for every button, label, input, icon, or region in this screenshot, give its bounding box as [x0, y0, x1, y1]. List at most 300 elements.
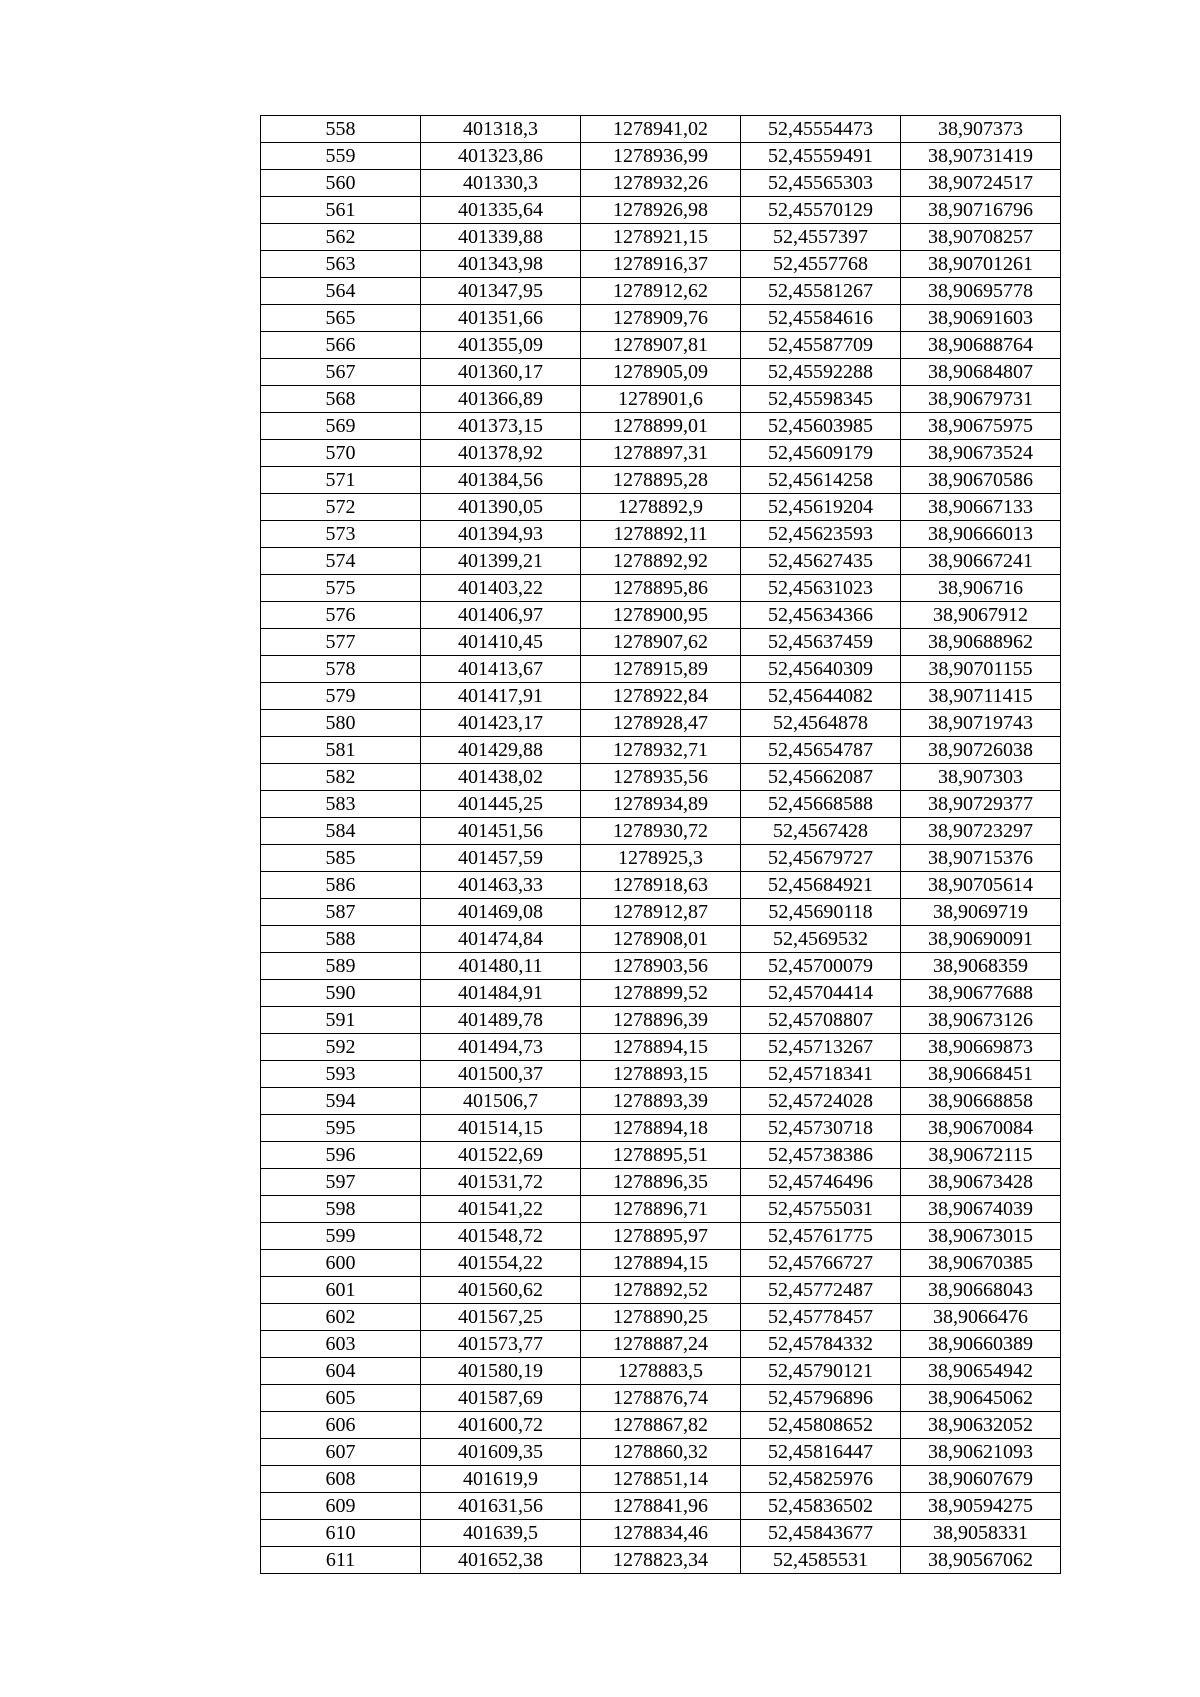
- x-coordinate-cell: 401394,93: [421, 521, 581, 548]
- table-row: [261, 710, 1061, 737]
- point-number-cell: 595: [261, 1115, 421, 1142]
- latitude-cell: 52,45808652: [741, 1412, 901, 1439]
- latitude-cell: 52,45627435: [741, 548, 901, 575]
- y-coordinate-cell: 1278834,46: [581, 1520, 741, 1547]
- latitude-cell: 52,45634366: [741, 602, 901, 629]
- x-coordinate-cell: 401506,7: [421, 1088, 581, 1115]
- point-number-cell: 578: [261, 656, 421, 683]
- latitude-cell: 52,45766727: [741, 1250, 901, 1277]
- x-coordinate-cell: 401560,62: [421, 1277, 581, 1304]
- longitude-cell: 38,90679731: [901, 386, 1061, 413]
- point-number-cell: 588: [261, 926, 421, 953]
- longitude-cell: 38,90701261: [901, 251, 1061, 278]
- table-row: [261, 1277, 1061, 1304]
- table-row: [261, 170, 1061, 197]
- x-coordinate-cell: 401413,67: [421, 656, 581, 683]
- table-row: [261, 980, 1061, 1007]
- table-row: [261, 602, 1061, 629]
- longitude-cell: 38,90719743: [901, 710, 1061, 737]
- y-coordinate-cell: 1278907,81: [581, 332, 741, 359]
- table-row: [261, 764, 1061, 791]
- latitude-cell: 52,45796896: [741, 1385, 901, 1412]
- latitude-cell: 52,45623593: [741, 521, 901, 548]
- longitude-cell: 38,90675975: [901, 413, 1061, 440]
- y-coordinate-cell: 1278892,9: [581, 494, 741, 521]
- table-row: [261, 332, 1061, 359]
- latitude-cell: 52,45668588: [741, 791, 901, 818]
- x-coordinate-cell: 401580,19: [421, 1358, 581, 1385]
- point-number-cell: 572: [261, 494, 421, 521]
- y-coordinate-cell: 1278894,18: [581, 1115, 741, 1142]
- y-coordinate-cell: 1278896,71: [581, 1196, 741, 1223]
- longitude-cell: 38,9068359: [901, 953, 1061, 980]
- x-coordinate-cell: 401619,9: [421, 1466, 581, 1493]
- table-row: [261, 1223, 1061, 1250]
- longitude-cell: 38,90673428: [901, 1169, 1061, 1196]
- x-coordinate-cell: 401573,77: [421, 1331, 581, 1358]
- y-coordinate-cell: 1278876,74: [581, 1385, 741, 1412]
- x-coordinate-cell: 401567,25: [421, 1304, 581, 1331]
- longitude-cell: 38,90729377: [901, 791, 1061, 818]
- x-coordinate-cell: 401351,66: [421, 305, 581, 332]
- x-coordinate-cell: 401330,3: [421, 170, 581, 197]
- table-row: [261, 197, 1061, 224]
- point-number-cell: 598: [261, 1196, 421, 1223]
- longitude-cell: 38,90726038: [901, 737, 1061, 764]
- x-coordinate-cell: 401390,05: [421, 494, 581, 521]
- latitude-cell: 52,45708807: [741, 1007, 901, 1034]
- latitude-cell: 52,45609179: [741, 440, 901, 467]
- x-coordinate-cell: 401457,59: [421, 845, 581, 872]
- latitude-cell: 52,45598345: [741, 386, 901, 413]
- point-number-cell: 560: [261, 170, 421, 197]
- y-coordinate-cell: 1278841,96: [581, 1493, 741, 1520]
- longitude-cell: 38,9069719: [901, 899, 1061, 926]
- latitude-cell: 52,4585531: [741, 1547, 901, 1574]
- table-row: [261, 1385, 1061, 1412]
- longitude-cell: 38,90690091: [901, 926, 1061, 953]
- point-number-cell: 589: [261, 953, 421, 980]
- longitude-cell: 38,90670385: [901, 1250, 1061, 1277]
- y-coordinate-cell: 1278912,87: [581, 899, 741, 926]
- table-row: [261, 359, 1061, 386]
- latitude-cell: 52,45584616: [741, 305, 901, 332]
- point-number-cell: 593: [261, 1061, 421, 1088]
- point-number-cell: 583: [261, 791, 421, 818]
- point-number-cell: 610: [261, 1520, 421, 1547]
- x-coordinate-cell: 401522,69: [421, 1142, 581, 1169]
- latitude-cell: 52,45603985: [741, 413, 901, 440]
- longitude-cell: 38,90673015: [901, 1223, 1061, 1250]
- longitude-cell: 38,90708257: [901, 224, 1061, 251]
- point-number-cell: 581: [261, 737, 421, 764]
- x-coordinate-cell: 401484,91: [421, 980, 581, 1007]
- x-coordinate-cell: 401541,22: [421, 1196, 581, 1223]
- x-coordinate-cell: 401554,22: [421, 1250, 581, 1277]
- x-coordinate-cell: 401445,25: [421, 791, 581, 818]
- table-row: [261, 1331, 1061, 1358]
- point-number-cell: 582: [261, 764, 421, 791]
- longitude-cell: 38,90668043: [901, 1277, 1061, 1304]
- point-number-cell: 606: [261, 1412, 421, 1439]
- latitude-cell: 52,45778457: [741, 1304, 901, 1331]
- y-coordinate-cell: 1278901,6: [581, 386, 741, 413]
- longitude-cell: 38,906716: [901, 575, 1061, 602]
- point-number-cell: 596: [261, 1142, 421, 1169]
- y-coordinate-cell: 1278934,89: [581, 791, 741, 818]
- table-row: [261, 467, 1061, 494]
- point-number-cell: 579: [261, 683, 421, 710]
- x-coordinate-cell: 401474,84: [421, 926, 581, 953]
- latitude-cell: 52,45700079: [741, 953, 901, 980]
- longitude-cell: 38,90621093: [901, 1439, 1061, 1466]
- latitude-cell: 52,45724028: [741, 1088, 901, 1115]
- table-row: [261, 143, 1061, 170]
- point-number-cell: 569: [261, 413, 421, 440]
- y-coordinate-cell: 1278932,26: [581, 170, 741, 197]
- coordinates-table: [260, 115, 1061, 1574]
- latitude-cell: 52,45559491: [741, 143, 901, 170]
- latitude-cell: 52,45662087: [741, 764, 901, 791]
- point-number-cell: 586: [261, 872, 421, 899]
- point-number-cell: 558: [261, 116, 421, 143]
- table-row: [261, 1115, 1061, 1142]
- x-coordinate-cell: 401399,21: [421, 548, 581, 575]
- table-row: [261, 1169, 1061, 1196]
- y-coordinate-cell: 1278883,5: [581, 1358, 741, 1385]
- latitude-cell: 52,45619204: [741, 494, 901, 521]
- table-row: [261, 494, 1061, 521]
- latitude-cell: 52,45755031: [741, 1196, 901, 1223]
- y-coordinate-cell: 1278909,76: [581, 305, 741, 332]
- point-number-cell: 601: [261, 1277, 421, 1304]
- y-coordinate-cell: 1278887,24: [581, 1331, 741, 1358]
- longitude-cell: 38,90677688: [901, 980, 1061, 1007]
- x-coordinate-cell: 401451,56: [421, 818, 581, 845]
- latitude-cell: 52,45713267: [741, 1034, 901, 1061]
- point-number-cell: 571: [261, 467, 421, 494]
- x-coordinate-cell: 401531,72: [421, 1169, 581, 1196]
- y-coordinate-cell: 1278932,71: [581, 737, 741, 764]
- x-coordinate-cell: 401318,3: [421, 116, 581, 143]
- y-coordinate-cell: 1278896,35: [581, 1169, 741, 1196]
- latitude-cell: 52,45679727: [741, 845, 901, 872]
- x-coordinate-cell: 401355,09: [421, 332, 581, 359]
- coordinates-table-body: [261, 116, 1061, 1574]
- table-row: [261, 737, 1061, 764]
- longitude-cell: 38,90701155: [901, 656, 1061, 683]
- x-coordinate-cell: 401631,56: [421, 1493, 581, 1520]
- latitude-cell: 52,45836502: [741, 1493, 901, 1520]
- longitude-cell: 38,90673126: [901, 1007, 1061, 1034]
- x-coordinate-cell: 401373,15: [421, 413, 581, 440]
- table-row: [261, 1358, 1061, 1385]
- table-row: [261, 656, 1061, 683]
- point-number-cell: 607: [261, 1439, 421, 1466]
- longitude-cell: 38,90684807: [901, 359, 1061, 386]
- point-number-cell: 605: [261, 1385, 421, 1412]
- longitude-cell: 38,90660389: [901, 1331, 1061, 1358]
- y-coordinate-cell: 1278907,62: [581, 629, 741, 656]
- table-row: [261, 1412, 1061, 1439]
- table-row: [261, 386, 1061, 413]
- latitude-cell: 52,4564878: [741, 710, 901, 737]
- y-coordinate-cell: 1278893,39: [581, 1088, 741, 1115]
- table-row: [261, 1520, 1061, 1547]
- point-number-cell: 587: [261, 899, 421, 926]
- x-coordinate-cell: 401417,91: [421, 683, 581, 710]
- x-coordinate-cell: 401600,72: [421, 1412, 581, 1439]
- latitude-cell: 52,4567428: [741, 818, 901, 845]
- x-coordinate-cell: 401494,73: [421, 1034, 581, 1061]
- table-row: [261, 926, 1061, 953]
- point-number-cell: 609: [261, 1493, 421, 1520]
- x-coordinate-cell: 401410,45: [421, 629, 581, 656]
- latitude-cell: 52,45684921: [741, 872, 901, 899]
- point-number-cell: 564: [261, 278, 421, 305]
- x-coordinate-cell: 401609,35: [421, 1439, 581, 1466]
- longitude-cell: 38,90607679: [901, 1466, 1061, 1493]
- x-coordinate-cell: 401366,89: [421, 386, 581, 413]
- y-coordinate-cell: 1278895,28: [581, 467, 741, 494]
- point-number-cell: 585: [261, 845, 421, 872]
- y-coordinate-cell: 1278925,3: [581, 845, 741, 872]
- x-coordinate-cell: 401378,92: [421, 440, 581, 467]
- longitude-cell: 38,90667241: [901, 548, 1061, 575]
- longitude-cell: 38,90688962: [901, 629, 1061, 656]
- table-row: [261, 818, 1061, 845]
- point-number-cell: 565: [261, 305, 421, 332]
- latitude-cell: 52,45565303: [741, 170, 901, 197]
- longitude-cell: 38,90670586: [901, 467, 1061, 494]
- longitude-cell: 38,90645062: [901, 1385, 1061, 1412]
- point-number-cell: 584: [261, 818, 421, 845]
- point-number-cell: 597: [261, 1169, 421, 1196]
- point-number-cell: 594: [261, 1088, 421, 1115]
- longitude-cell: 38,90695778: [901, 278, 1061, 305]
- longitude-cell: 38,907303: [901, 764, 1061, 791]
- longitude-cell: 38,90668858: [901, 1088, 1061, 1115]
- point-number-cell: 568: [261, 386, 421, 413]
- x-coordinate-cell: 401438,02: [421, 764, 581, 791]
- point-number-cell: 574: [261, 548, 421, 575]
- longitude-cell: 38,9066476: [901, 1304, 1061, 1331]
- point-number-cell: 563: [261, 251, 421, 278]
- point-number-cell: 576: [261, 602, 421, 629]
- y-coordinate-cell: 1278915,89: [581, 656, 741, 683]
- point-number-cell: 566: [261, 332, 421, 359]
- x-coordinate-cell: 401500,37: [421, 1061, 581, 1088]
- point-number-cell: 611: [261, 1547, 421, 1574]
- y-coordinate-cell: 1278851,14: [581, 1466, 741, 1493]
- latitude-cell: 52,45614258: [741, 467, 901, 494]
- y-coordinate-cell: 1278899,52: [581, 980, 741, 1007]
- y-coordinate-cell: 1278936,99: [581, 143, 741, 170]
- table-row: [261, 629, 1061, 656]
- latitude-cell: 52,45790121: [741, 1358, 901, 1385]
- table-row: [261, 1304, 1061, 1331]
- x-coordinate-cell: 401360,17: [421, 359, 581, 386]
- x-coordinate-cell: 401463,33: [421, 872, 581, 899]
- table-row: [261, 1493, 1061, 1520]
- point-number-cell: 602: [261, 1304, 421, 1331]
- y-coordinate-cell: 1278895,97: [581, 1223, 741, 1250]
- table-row: [261, 1250, 1061, 1277]
- y-coordinate-cell: 1278823,34: [581, 1547, 741, 1574]
- y-coordinate-cell: 1278900,95: [581, 602, 741, 629]
- latitude-cell: 52,45738386: [741, 1142, 901, 1169]
- x-coordinate-cell: 401403,22: [421, 575, 581, 602]
- table-row: [261, 1034, 1061, 1061]
- longitude-cell: 38,90674039: [901, 1196, 1061, 1223]
- latitude-cell: 52,45816447: [741, 1439, 901, 1466]
- latitude-cell: 52,45592288: [741, 359, 901, 386]
- point-number-cell: 592: [261, 1034, 421, 1061]
- point-number-cell: 559: [261, 143, 421, 170]
- latitude-cell: 52,45843677: [741, 1520, 901, 1547]
- latitude-cell: 52,45554473: [741, 116, 901, 143]
- point-number-cell: 603: [261, 1331, 421, 1358]
- table-row: [261, 224, 1061, 251]
- table-row: [261, 251, 1061, 278]
- y-coordinate-cell: 1278893,15: [581, 1061, 741, 1088]
- y-coordinate-cell: 1278930,72: [581, 818, 741, 845]
- table-row: [261, 305, 1061, 332]
- point-number-cell: 591: [261, 1007, 421, 1034]
- y-coordinate-cell: 1278916,37: [581, 251, 741, 278]
- table-row: [261, 1007, 1061, 1034]
- x-coordinate-cell: 401548,72: [421, 1223, 581, 1250]
- longitude-cell: 38,9067912: [901, 602, 1061, 629]
- y-coordinate-cell: 1278935,56: [581, 764, 741, 791]
- longitude-cell: 38,90654942: [901, 1358, 1061, 1385]
- latitude-cell: 52,45761775: [741, 1223, 901, 1250]
- x-coordinate-cell: 401469,08: [421, 899, 581, 926]
- x-coordinate-cell: 401406,97: [421, 602, 581, 629]
- x-coordinate-cell: 401652,38: [421, 1547, 581, 1574]
- longitude-cell: 38,90667133: [901, 494, 1061, 521]
- longitude-cell: 38,90673524: [901, 440, 1061, 467]
- table-row: [261, 1466, 1061, 1493]
- table-row: [261, 872, 1061, 899]
- x-coordinate-cell: 401423,17: [421, 710, 581, 737]
- longitude-cell: 38,90666013: [901, 521, 1061, 548]
- table-row: [261, 440, 1061, 467]
- latitude-cell: 52,4557768: [741, 251, 901, 278]
- point-number-cell: 604: [261, 1358, 421, 1385]
- latitude-cell: 52,45730718: [741, 1115, 901, 1142]
- y-coordinate-cell: 1278912,62: [581, 278, 741, 305]
- latitude-cell: 52,45718341: [741, 1061, 901, 1088]
- longitude-cell: 38,90688764: [901, 332, 1061, 359]
- longitude-cell: 38,90670084: [901, 1115, 1061, 1142]
- point-number-cell: 580: [261, 710, 421, 737]
- y-coordinate-cell: 1278899,01: [581, 413, 741, 440]
- point-number-cell: 561: [261, 197, 421, 224]
- table-row: [261, 1142, 1061, 1169]
- table-row: [261, 953, 1061, 980]
- y-coordinate-cell: 1278890,25: [581, 1304, 741, 1331]
- y-coordinate-cell: 1278892,11: [581, 521, 741, 548]
- y-coordinate-cell: 1278905,09: [581, 359, 741, 386]
- y-coordinate-cell: 1278928,47: [581, 710, 741, 737]
- x-coordinate-cell: 401335,64: [421, 197, 581, 224]
- point-number-cell: 570: [261, 440, 421, 467]
- point-number-cell: 573: [261, 521, 421, 548]
- y-coordinate-cell: 1278896,39: [581, 1007, 741, 1034]
- longitude-cell: 38,90668451: [901, 1061, 1061, 1088]
- longitude-cell: 38,90724517: [901, 170, 1061, 197]
- latitude-cell: 52,45654787: [741, 737, 901, 764]
- longitude-cell: 38,90594275: [901, 1493, 1061, 1520]
- table-row: [261, 548, 1061, 575]
- table-row: [261, 899, 1061, 926]
- latitude-cell: 52,4557397: [741, 224, 901, 251]
- y-coordinate-cell: 1278860,32: [581, 1439, 741, 1466]
- x-coordinate-cell: 401639,5: [421, 1520, 581, 1547]
- y-coordinate-cell: 1278922,84: [581, 683, 741, 710]
- y-coordinate-cell: 1278918,63: [581, 872, 741, 899]
- point-number-cell: 590: [261, 980, 421, 1007]
- table-row: [261, 1061, 1061, 1088]
- x-coordinate-cell: 401587,69: [421, 1385, 581, 1412]
- longitude-cell: 38,907373: [901, 116, 1061, 143]
- longitude-cell: 38,90632052: [901, 1412, 1061, 1439]
- table-row: [261, 575, 1061, 602]
- point-number-cell: 608: [261, 1466, 421, 1493]
- longitude-cell: 38,90672115: [901, 1142, 1061, 1169]
- y-coordinate-cell: 1278908,01: [581, 926, 741, 953]
- longitude-cell: 38,90711415: [901, 683, 1061, 710]
- longitude-cell: 38,90716796: [901, 197, 1061, 224]
- table-row: [261, 683, 1061, 710]
- table-row: [261, 278, 1061, 305]
- y-coordinate-cell: 1278892,52: [581, 1277, 741, 1304]
- x-coordinate-cell: 401480,11: [421, 953, 581, 980]
- table-row: [261, 845, 1061, 872]
- latitude-cell: 52,45637459: [741, 629, 901, 656]
- point-number-cell: 575: [261, 575, 421, 602]
- longitude-cell: 38,90669873: [901, 1034, 1061, 1061]
- longitude-cell: 38,9058331: [901, 1520, 1061, 1547]
- y-coordinate-cell: 1278894,15: [581, 1250, 741, 1277]
- point-number-cell: 567: [261, 359, 421, 386]
- table-row: [261, 521, 1061, 548]
- x-coordinate-cell: 401514,15: [421, 1115, 581, 1142]
- x-coordinate-cell: 401343,98: [421, 251, 581, 278]
- latitude-cell: 52,45640309: [741, 656, 901, 683]
- latitude-cell: 52,45587709: [741, 332, 901, 359]
- point-number-cell: 577: [261, 629, 421, 656]
- point-number-cell: 600: [261, 1250, 421, 1277]
- longitude-cell: 38,90715376: [901, 845, 1061, 872]
- x-coordinate-cell: 401429,88: [421, 737, 581, 764]
- table-row: [261, 116, 1061, 143]
- table-row: [261, 791, 1061, 818]
- table-row: [261, 1547, 1061, 1574]
- table-row: [261, 1439, 1061, 1466]
- longitude-cell: 38,90691603: [901, 305, 1061, 332]
- y-coordinate-cell: 1278894,15: [581, 1034, 741, 1061]
- latitude-cell: 52,45825976: [741, 1466, 901, 1493]
- x-coordinate-cell: 401347,95: [421, 278, 581, 305]
- latitude-cell: 52,45581267: [741, 278, 901, 305]
- y-coordinate-cell: 1278895,86: [581, 575, 741, 602]
- latitude-cell: 52,45644082: [741, 683, 901, 710]
- latitude-cell: 52,45704414: [741, 980, 901, 1007]
- latitude-cell: 52,4569532: [741, 926, 901, 953]
- latitude-cell: 52,45784332: [741, 1331, 901, 1358]
